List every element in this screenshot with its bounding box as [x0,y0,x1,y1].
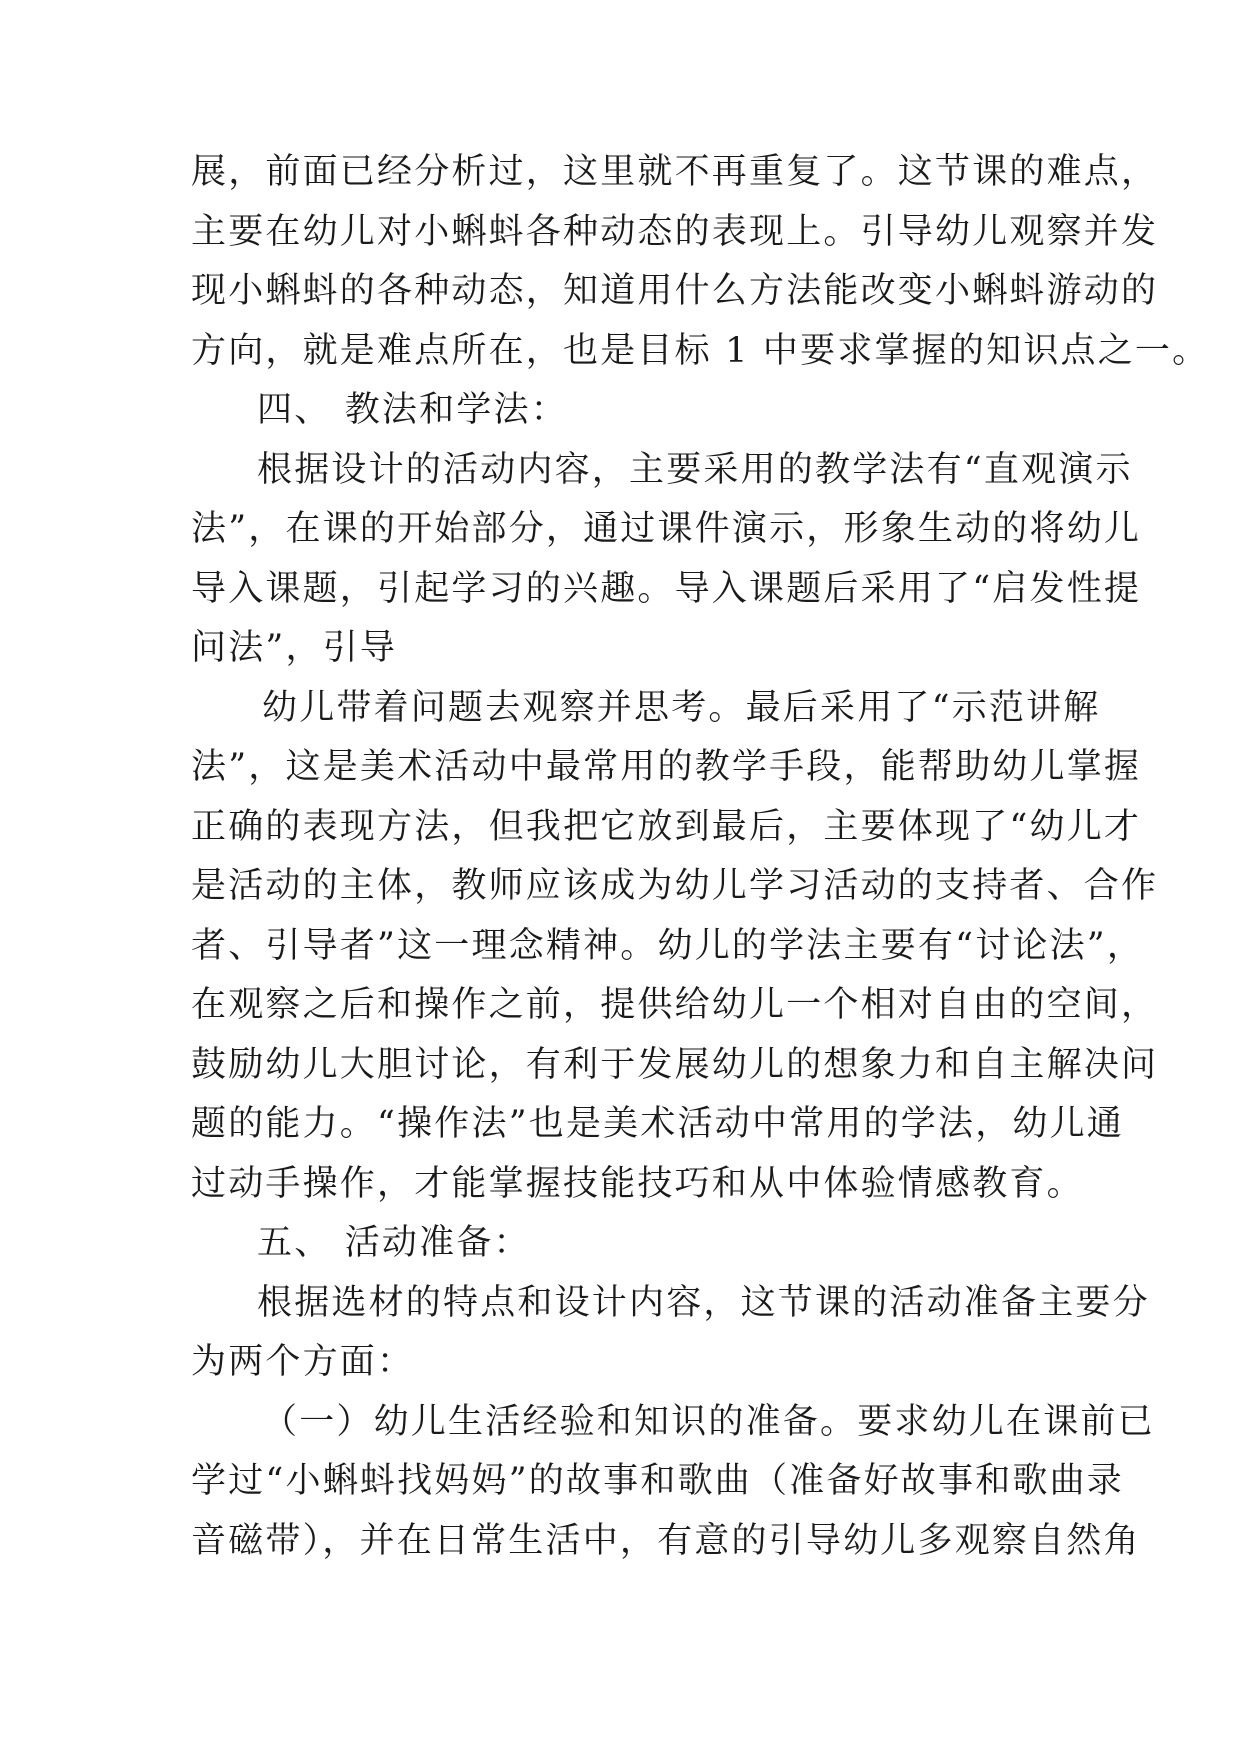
text-line: 法”，在课的开始部分，通过课件演示，形象生动的将幼儿 [191,509,1142,549]
text-line: （一）幼儿生活经验和知识的准备。要求幼儿在课前已 [262,1402,1155,1442]
text-line: 法”，这是美术活动中最常用的教学手段，能帮助幼儿掌握 [191,747,1142,787]
text-line: 主要在幼儿对小蝌蚪各种动态的表现上。引导幼儿观察并发 [191,212,1159,252]
section-heading-5: 五、 活动准备： [257,1223,531,1263]
text-line: 在观察之后和操作之前，提供给幼儿一个相对自由的空间， [191,985,1159,1025]
text-line: 是活动的主体，教师应该成为幼儿学习活动的支持者、合作 [191,866,1159,906]
text-line: 根据选材的特点和设计内容，这节课的活动准备主要分 [257,1283,1150,1323]
text-line: 导入课题，引起学习的兴趣。导入课题后采用了“启发性提 [191,569,1142,609]
section-heading-4: 四、 教法和学法： [257,390,568,430]
text-line: 展，前面已经分析过，这里就不再重复了。这节课的难点， [191,152,1159,192]
text-line: 方向，就是难点所在，也是目标 1 中要求掌握的知识点之一。 [191,331,1210,371]
text-line: 题的能力。“操作法”也是美术活动中常用的学法，幼儿通 [191,1104,1124,1144]
text-line: 者、引导者”这一理念精神。幼儿的学法主要有“讨论法”， [191,926,1145,966]
text-line: 根据设计的活动内容，主要采用的教学法有“直观演示 [257,450,1133,490]
text-line: 幼儿带着问题去观察并思考。最后采用了“示范讲解 [262,688,1101,728]
text-line: 问法”，引导 [191,628,398,668]
text-line: 鼓励幼儿大胆讨论，有利于发展幼儿的想象力和自主解决问 [191,1045,1159,1085]
text-line: 为两个方面： [191,1342,415,1382]
text-line: 过动手操作，才能掌握技能技巧和从中体验情感教育。 [191,1164,1084,1204]
text-line: 学过“小蝌蚪找妈妈”的故事和歌曲（准备好故事和歌曲录 [191,1461,1124,1501]
text-line: 现小蝌蚪的各种动态，知道用什么方法能改变小蝌蚪游动的 [191,271,1159,311]
text-line: 音磁带），并在日常生活中，有意的引导幼儿多观察自然角 [191,1521,1141,1561]
text-line: 正确的表现方法，但我把它放到最后，主要体现了“幼儿才 [191,807,1142,847]
